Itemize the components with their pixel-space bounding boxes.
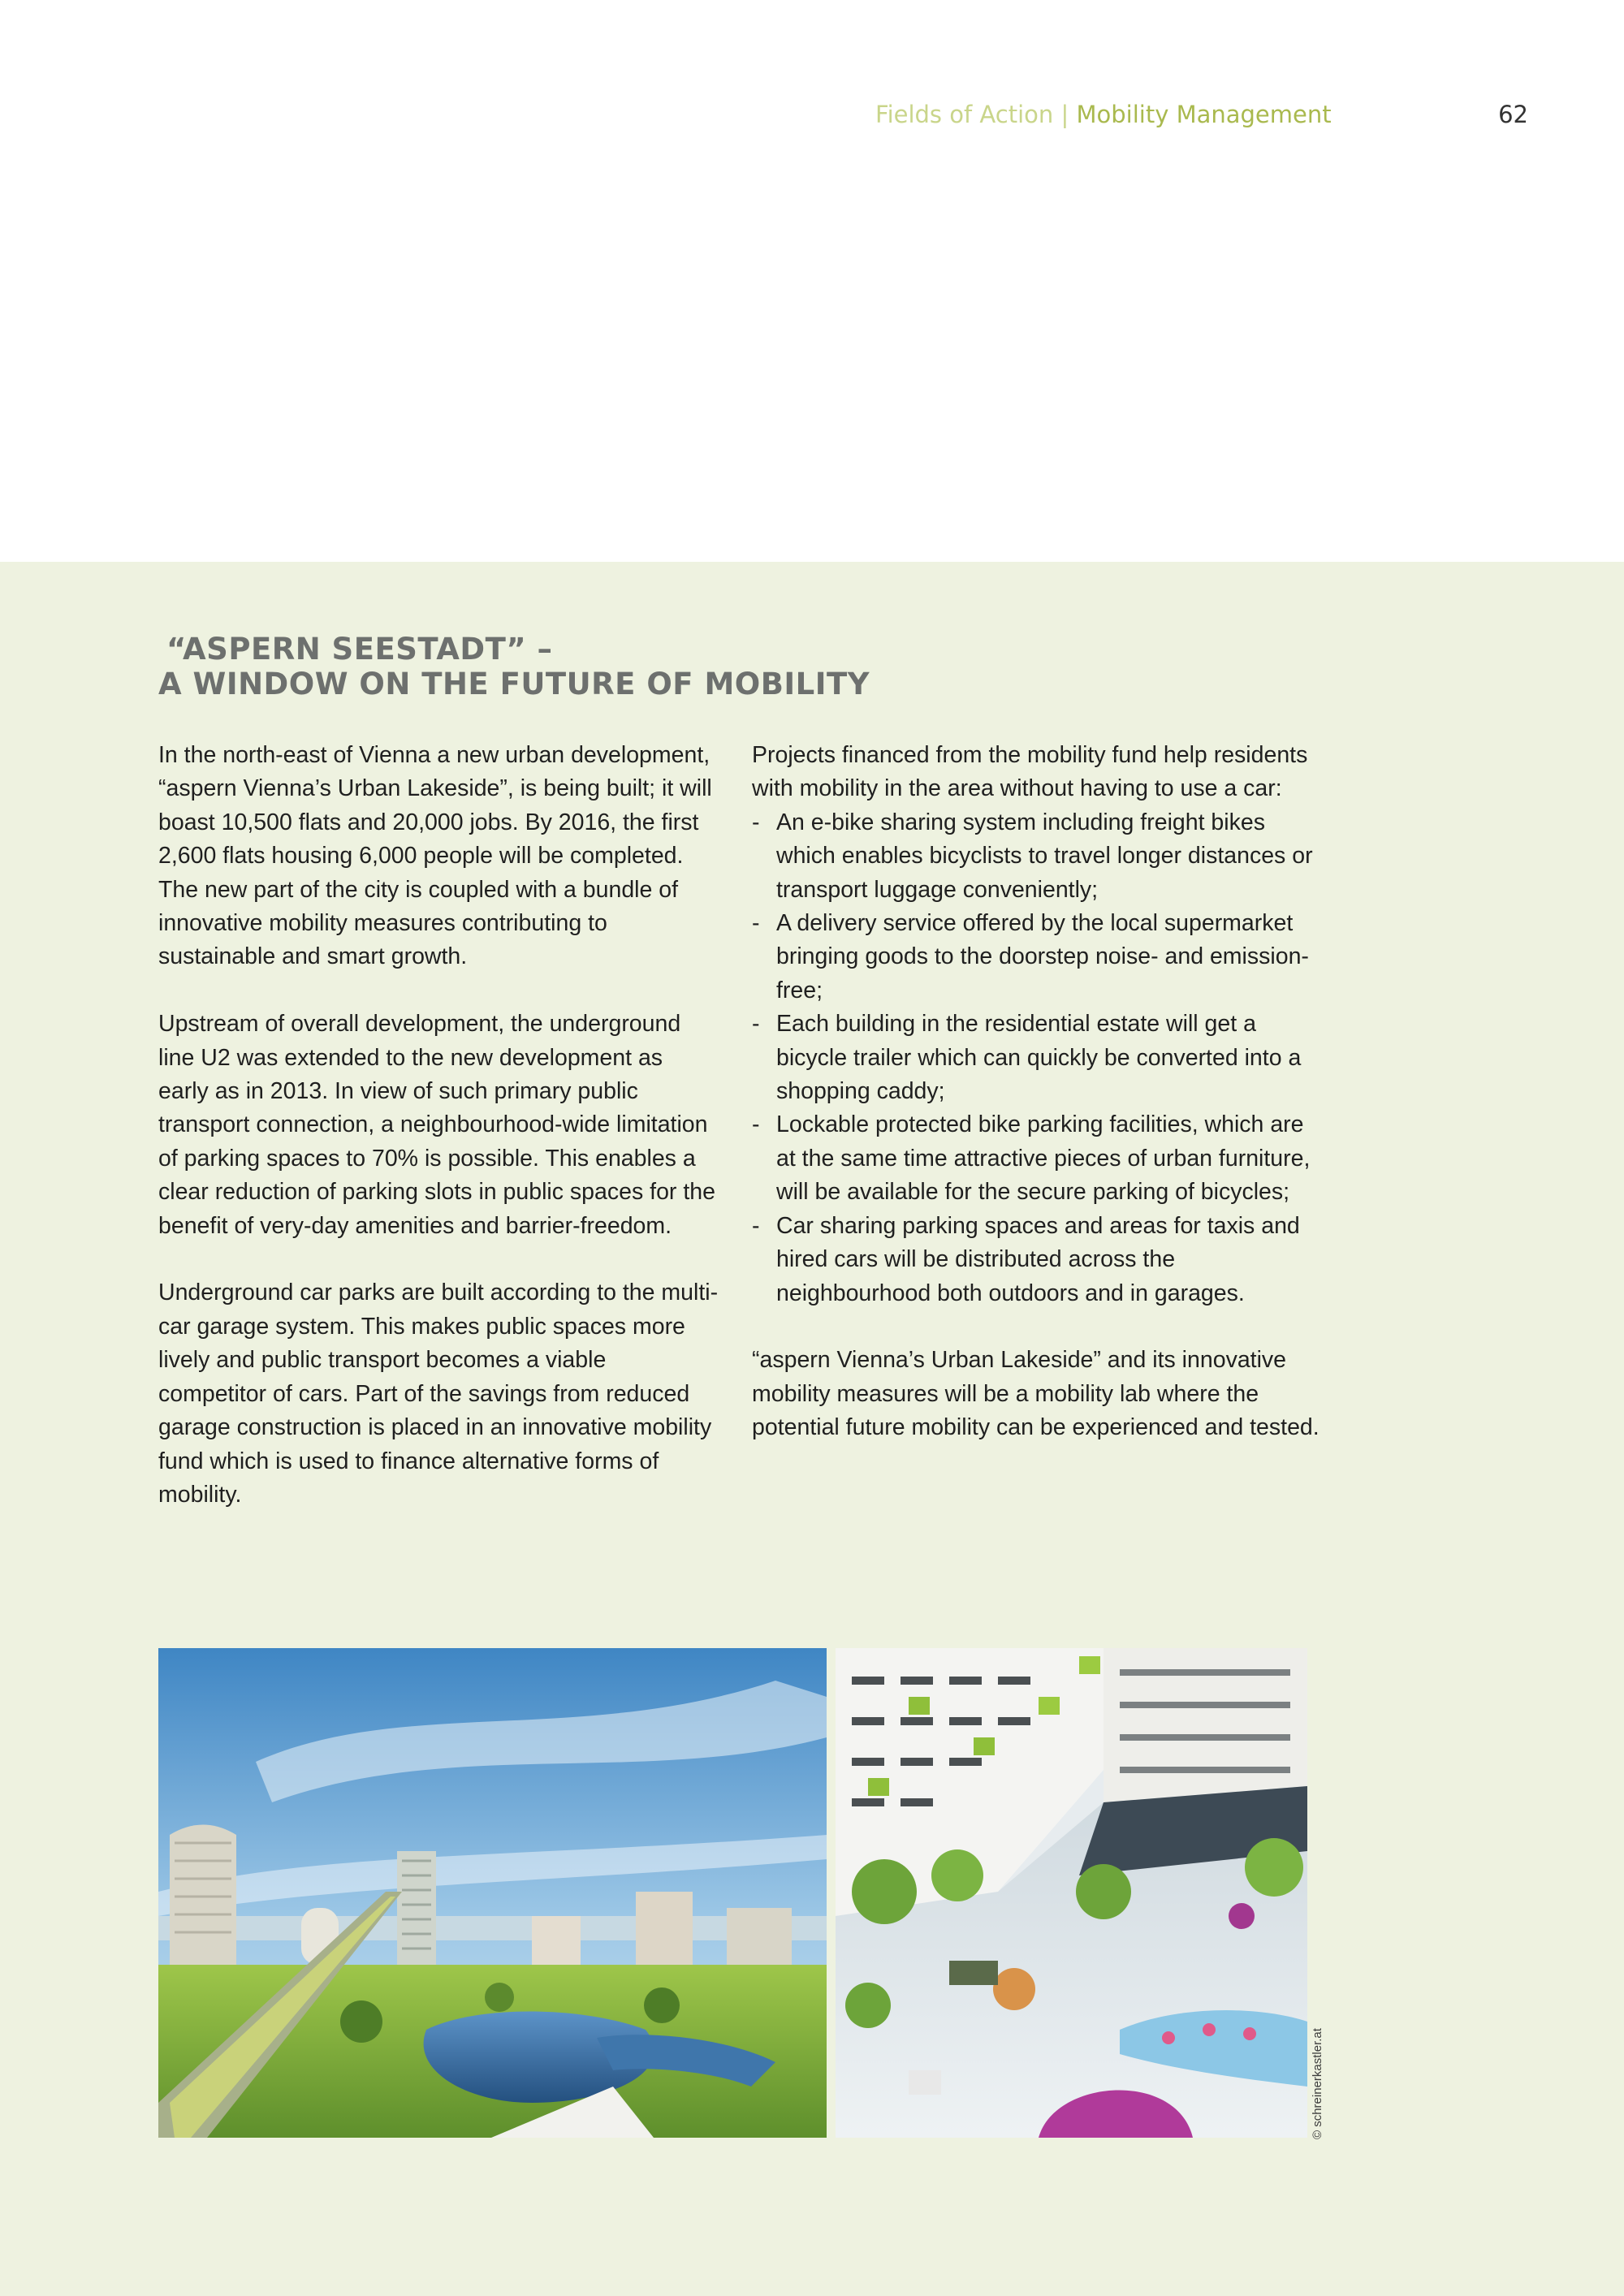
paragraph-closing: “aspern Vienna’s Urban Lakeside” and its innovative mobility measures will be a mobility lab where the potential future mobility can be experienced and tested. <box>752 1347 1320 1441</box>
mobility-measures-list <box>752 806 1320 1310</box>
article-title <box>158 632 1311 701</box>
photo-urban-plaza-illustration <box>836 1648 1307 2138</box>
right-column <box>752 739 1320 1478</box>
paragraph-intro: In the north-east of Vienna a new urban development, “aspern Vienna’s Urban Lakeside”, is being built; it will boast 10,500 flats and 20,000 jobs. By 2016, the first 2,600 flats housing 6,000 people will be completed. The new part of the city is coupled with a bundle of innovative mobility measures contributing to sustainable and smart growth. <box>158 742 712 970</box>
breadcrumb-separator: | <box>1053 101 1077 128</box>
list-item: - A delivery service offered by the local supermarket bringing goods to the doorstep noise- and emission-free; <box>752 907 1320 1008</box>
photo-urban-plaza <box>836 1648 1307 2138</box>
article-title-line-1: “ASPERN SEESTADT” – <box>166 632 553 667</box>
breadcrumb-subsection: Mobility Management <box>1076 101 1332 128</box>
list-item: - Car sharing parking spaces and areas for taxis and hired cars will be distributed across the neighbourhood both outdoors and in garages. <box>752 1210 1320 1310</box>
paragraph-car-parks: Underground car parks are built according to the multi-car garage system. This makes public spaces more lively and public transport becomes a viable competitor of cars. Part of the savings from reduced garage construction is placed in an innovative mobility fund which is used to finance alternative forms of mobility. <box>158 1280 719 1508</box>
photo-lakeside-aerial-illustration <box>158 1648 827 2138</box>
page-number: 62 <box>1498 101 1528 128</box>
left-column <box>158 739 719 1546</box>
article-title-line-2: A WINDOW ON THE FUTURE OF MOBILITY <box>158 667 870 701</box>
photo-credit <box>1311 2118 1324 2139</box>
breadcrumb-section: Fields of Action <box>875 101 1054 128</box>
paragraph-underground: Upstream of overall development, the underground line U2 was extended to the new development as early as in 2013. In view of such primary public transport connection, a neighbourhood-wide limitation of parking spaces to 70% is possible. This enables a clear reduction of parking slots in public spaces for the benefit of very-day amenities and barrier-freedom. <box>158 1011 715 1239</box>
list-item: - Lockable protected bike parking facilities, which are at the same time attractive pieces of urban furniture, will be available for the secure parking of bicycles; <box>752 1108 1320 1209</box>
header-breadcrumb <box>875 101 1332 128</box>
photo-lakeside-aerial <box>158 1648 827 2138</box>
list-item: - An e-bike sharing system including freight bikes which enables bicyclists to travel longer distances or transport luggage conveniently; <box>752 806 1320 907</box>
paragraph-mobility-fund: Projects financed from the mobility fund help residents with mobility in the area without having to use a car: <box>752 742 1308 802</box>
list-item: - Each building in the residential estate will get a bicycle trailer which can quickly be converted into a shopping caddy; <box>752 1008 1320 1108</box>
